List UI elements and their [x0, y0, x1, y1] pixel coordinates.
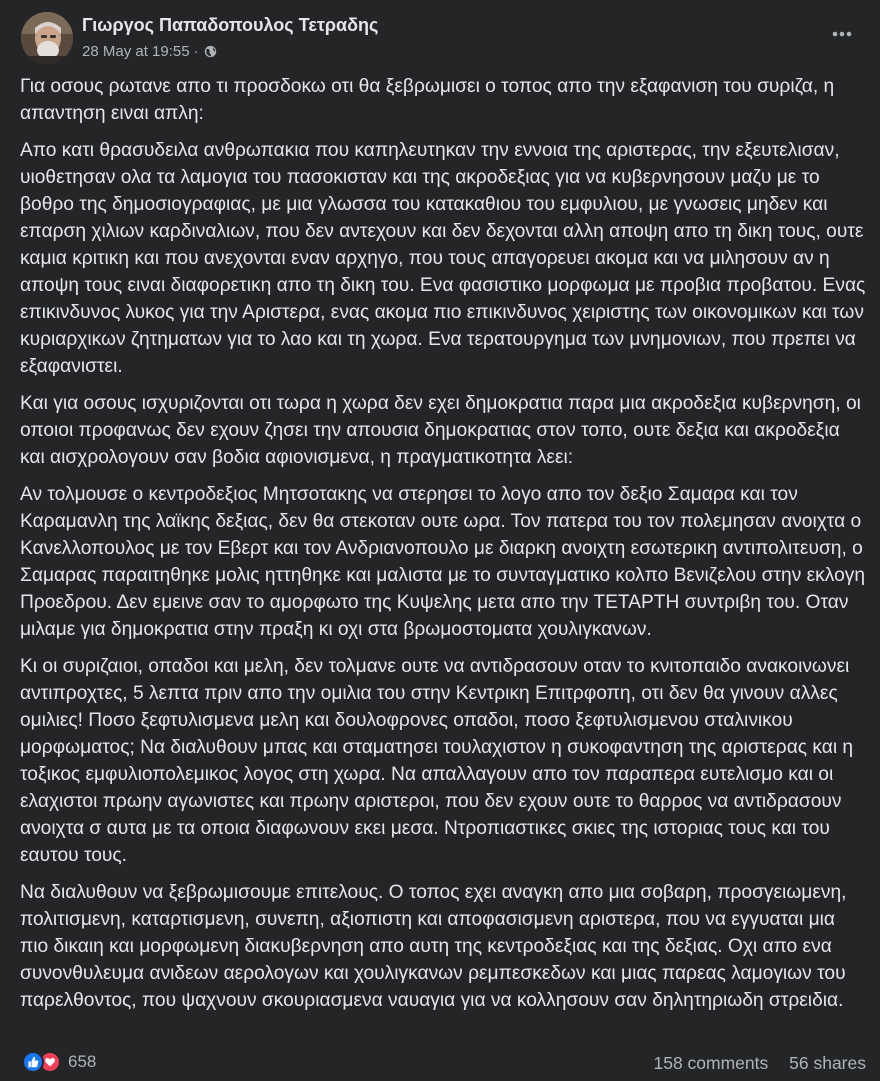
- heart-icon: [44, 1056, 56, 1068]
- post-paragraph: Να διαλυθουν να ξεβρωμισουμε επιτελους. Ο τοπος εχει αναγκη απο μια σοβαρη, προσγειωμενη, πολιτισμενη, καταρτισμενη, συνεπη, αξιοπιστη και αποφασισμενη αριστερα, που να εγγυαται μια πιο δικαιη και μορφωμενη διακυβερνηση απο αυτη της κεντροδεξιας και της δεξιας. Οχι απο ενα συνονθυλευμα ανιδεων αερολογων και χουλιγκανων ρεμπεσκεδων και μιας παρεας λαμογιων του παρελθοντος, που ψαχνουν σκουριασμενα ναυαγια για να κολλησουν σαν δηλητηριωδη στρειδια.: [20, 882, 847, 1011]
- post-paragraph: Και για οσους ισχυριζονται οτι τωρα η χωρα δεν εχει δημοκρατια παρα μια ακροδεξια κυβερνηση, οι οποιοι προφανως δεν εχουν ζησει την απουσια δημοκρατιας στον τοπο, ουτε δεξια και ακροδεξια και αισχρολογουν σαν βοδια αφιονισμενα, η πραγματικοτητα λεει:: [20, 393, 861, 468]
- post-footer: [0, 1048, 880, 1081]
- post-meta: [82, 43, 217, 60]
- reaction-count: 658: [68, 1052, 97, 1071]
- author-avatar[interactable]: [21, 12, 73, 64]
- meta-separator: ·: [193, 43, 199, 60]
- post-paragraph: Για οσους ρωτανε απο τι προσδοκω οτι θα ξεβρωμισει ο τοπος απο την εξαφανιση του συριζα, η απαντηση ειναι απλη:: [20, 76, 835, 124]
- author-name[interactable]: Γιωργος Παπαδοπουλος Τετραδης: [82, 15, 379, 35]
- shares-count-link[interactable]: 56 shares: [789, 1053, 866, 1073]
- post-paragraph: Απο κατι θρασυδειλα ανθρωπακια που καπηλευτηκαν την εννοια της αριστερας, την εξευτελισαν, υιοθετησαν ολα τα λαμογια του πασοκισταν και της ακροδεξιας για να κυβερνησουν μαζυ με το βοθρο της δημοσιογραφιας, με μια γλωσσα του κατακαθιου του εμφυλιου, με γνωσεις μηδεν και επαρση χιλιων καρδιναλιων, που δεν αντεχουν και δεν δεχονται αλλη αποψη απο τη δικη τους, ουτε καμια κριτικη και που ανεχονται εναν αρχηγο, που τους απαγορευει ακομα και να μιλησουν αν η αποψη τους ειναι διαφορετικη απο τη δικη του. Ενα φασιστικο μορφωμα με προβια προβατου. Ενας επικινδυνος λυκος για την Αριστερα, ενας ακομα πιο επικινδυνος χειριστης των οικονομικων και των κυριαρχικων ζητηματων για το λαο και τη χωρα. Ενα τερατουργημα των μνημονιων, που πρεπει να εξαφανιστει.: [20, 140, 866, 377]
- post-paragraph: Κι οι συριζαιοι, οπαδοι και μελη, δεν τολμανε ουτε να αντιδρασουν οταν το κνιτοπαιδο ανακοινωνει αντιπροχτες, 5 λεπτα πριν απο την ομιλια του στην Κεντρικη Επιτρφοπη, οτι δεν θα γινουν αλλες ομιλιες! Ποσο ξεφτυλισμενα μελη και δουλοφρονες οπαδοι, ποσο ξεφτυλισμενου σταλινικου μορφωματος; Να διαλυθουν μπας και σταματησει τουλαχιστον η συκοφαντηση της αριστερας και η τοξικος εμφυλιοπολεμικος λογος στη χωρα. Να απαλλαγουν απο τον παραπερα ευτελισμο και οι ελαχιστοι πρωην αγωνιστες και πρωην αριστεροι, που δεν εχουν ουτε το θαρρος να αντιδρασουν ανοιχτα σ αυτα με τα οποια διαφωνουν εκει μεσα. Ντροπιαστικες σκιες της ιστοριας τους και του εαυτου τους.: [20, 656, 854, 866]
- post-body: [20, 73, 866, 1024]
- more-dots-icon: [832, 31, 852, 37]
- reactions-summary[interactable]: [22, 1051, 96, 1073]
- more-options-button[interactable]: [828, 24, 856, 44]
- like-reaction-icon: [22, 1051, 44, 1073]
- comments-count-link[interactable]: 158 comments: [653, 1053, 769, 1073]
- post-paragraph: Αν τολμουσε ο κεντροδεξιος Μητσοτακης να στερησει το λογο απο τον δεξιο Σαμαρα και τον Καραμανλη της λαϊκης δεξιας, δεν θα στεκοταν ουτε ωρα. Τον πατερα του τον πολεμησαν ανοιχτα ο Κανελλοπουλος με τον Εβερτ και τον Ανδριανοπουλο με διαρκη ανοιχτη εσωτερικη αντιπολιτευση, ο Σαμαρας παραιτηθηκε μολις ηττηθηκε και μαλιστα με το συνταγματικο κολπο Βενιζελου στην εκλογη Προεδρου. Δεν εμεινε σαν το αμορφωτο της Κυψελης μετα απο την ΤΕΤΑΡΤΗ συντριβη του. Οταν μιλαμε για δημοκρατια στην πραξη κι οχι στα βρωμοστοματα χουλιγκανων.: [20, 484, 866, 640]
- avatar-image: [21, 12, 73, 64]
- post-header: [0, 0, 880, 70]
- thumbs-up-icon: [27, 1056, 39, 1068]
- globe-icon[interactable]: [204, 45, 217, 58]
- engagement-stats: [653, 1053, 866, 1074]
- post-timestamp[interactable]: 28 May at 19:55: [82, 43, 190, 60]
